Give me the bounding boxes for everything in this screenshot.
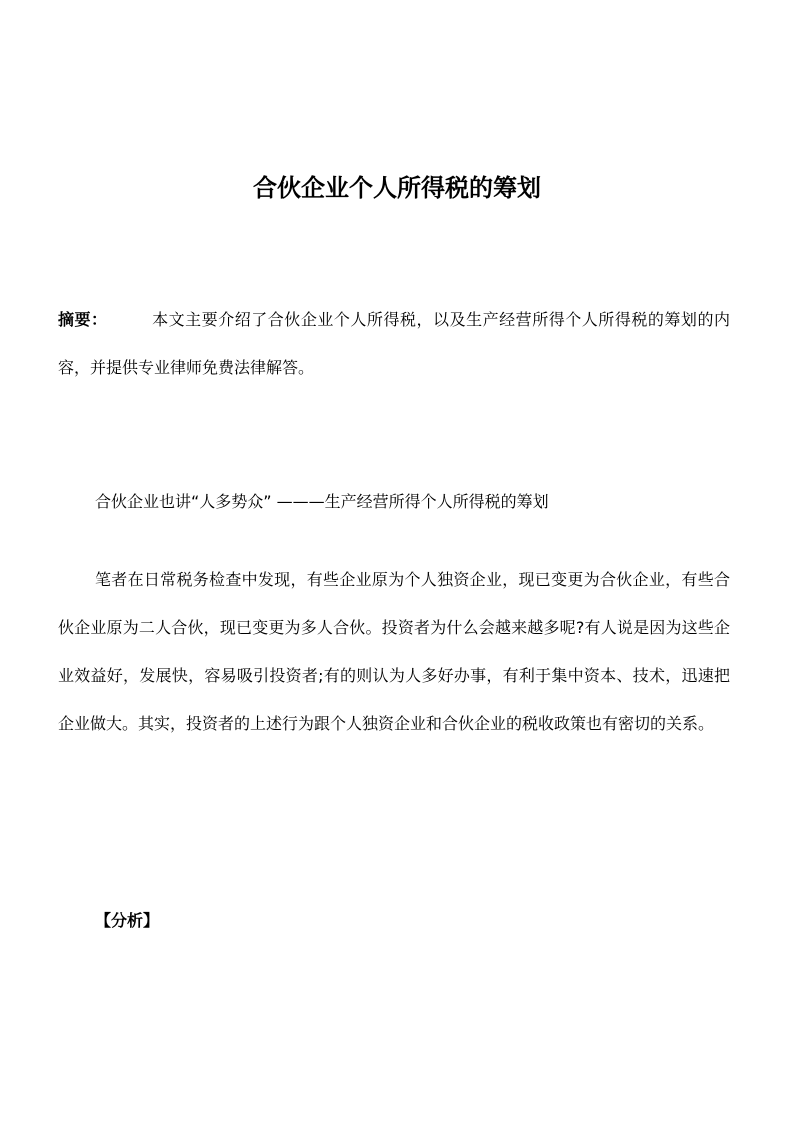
abstract-label: 摘要： — [58, 310, 108, 329]
article-subheading: 合伙企业也讲“人多势众” ———生产经营所得个人所得税的筹划 — [95, 492, 549, 511]
section-heading-analysis: 【分析】 — [95, 911, 160, 930]
abstract-block — [58, 296, 730, 392]
abstract-text: 本文主要介绍了合伙企业个人所得税，以及生产经营所得个人所得税的筹划的内容，并提供专业律师免费法律解答。 — [58, 310, 730, 377]
document-title: 合伙企业个人所得税的筹划 — [253, 174, 541, 202]
body-paragraph: 笔者在日常税务检查中发现，有些企业原为个人独资企业，现已变更为合伙企业，有些合伙企业原为二人合伙，现已变更为多人合伙。投资者为什么会越来越多呢?有人说是因为这些企业效益好，发展快，容易吸引投资者;有的则认为人多好办事，有利于集中资本、技术，迅速把企业做大。其实，投资者的上述行为跟个人独资企业和合伙企业的税收政策也有密切的关系。 — [58, 570, 730, 733]
